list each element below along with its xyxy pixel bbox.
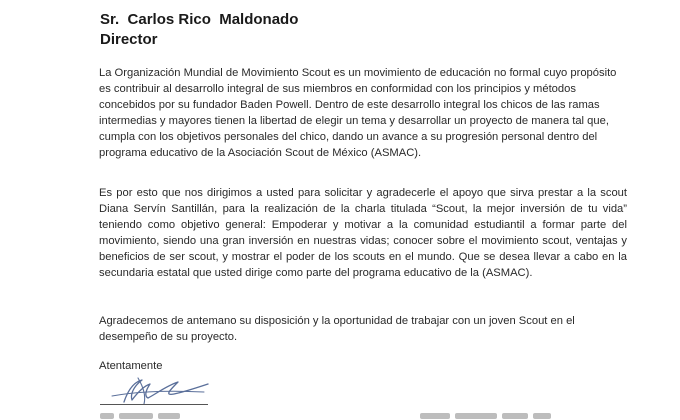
closing-text: Atentamente xyxy=(99,360,163,372)
recipient-name: Sr. Carlos Rico Maldonado xyxy=(100,11,299,28)
signer-name-cut-right xyxy=(420,413,556,420)
recipient-title: Director xyxy=(100,31,158,48)
signer-name-cut-left xyxy=(100,413,185,420)
paragraph-thanks: Agradecemos de antemano su disposición y la oportunidad de trabajar con un joven Scout en el desempeño de su proyecto. xyxy=(99,315,575,343)
paragraph-request: Es por esto que nos dirigimos a usted para solicitar y agradecerle el apoyo que sirva prestar a la scout Diana Servín Santillán, para la realización de la charla titulada “Scout, la mejor inversión de tu vida” teniendo como objetivo general: Empoderar y motivar a la comunidad estudiantil a formar parte del movimiento, siendo una gran inversión en nuestras vidas; conocer sobre el movimiento scout, ventajas y beneficios de ser scout, y mostrar el poder de los scouts en el mundo. Que se desea llevar a cabo en la secundaria estatal que usted dirige como parte del programa educativo de la (ASMAC). xyxy=(99,187,627,279)
paragraph-intro: La Organización Mundial de Movimiento Scout es un movimiento de educación no formal cuyo propósito es contribuir al desarrollo integral de sus miembros en conformidad con los principios y métodos concebidos por su fundador Baden Powell. Dentro de este desarrollo integral los chicos de las ramas intermedias y mayores tienen la libertad de elegir un tema y desarrollar un proyecto de manera tal que, cumpla con los objetivos personales del chico, dando un avance a su progresión personal dentro del programa educativo de la Asociación Scout de México (ASMAC). xyxy=(99,67,617,159)
recipient-block xyxy=(100,10,298,50)
signature-icon xyxy=(104,372,214,408)
signature-line xyxy=(100,404,208,405)
